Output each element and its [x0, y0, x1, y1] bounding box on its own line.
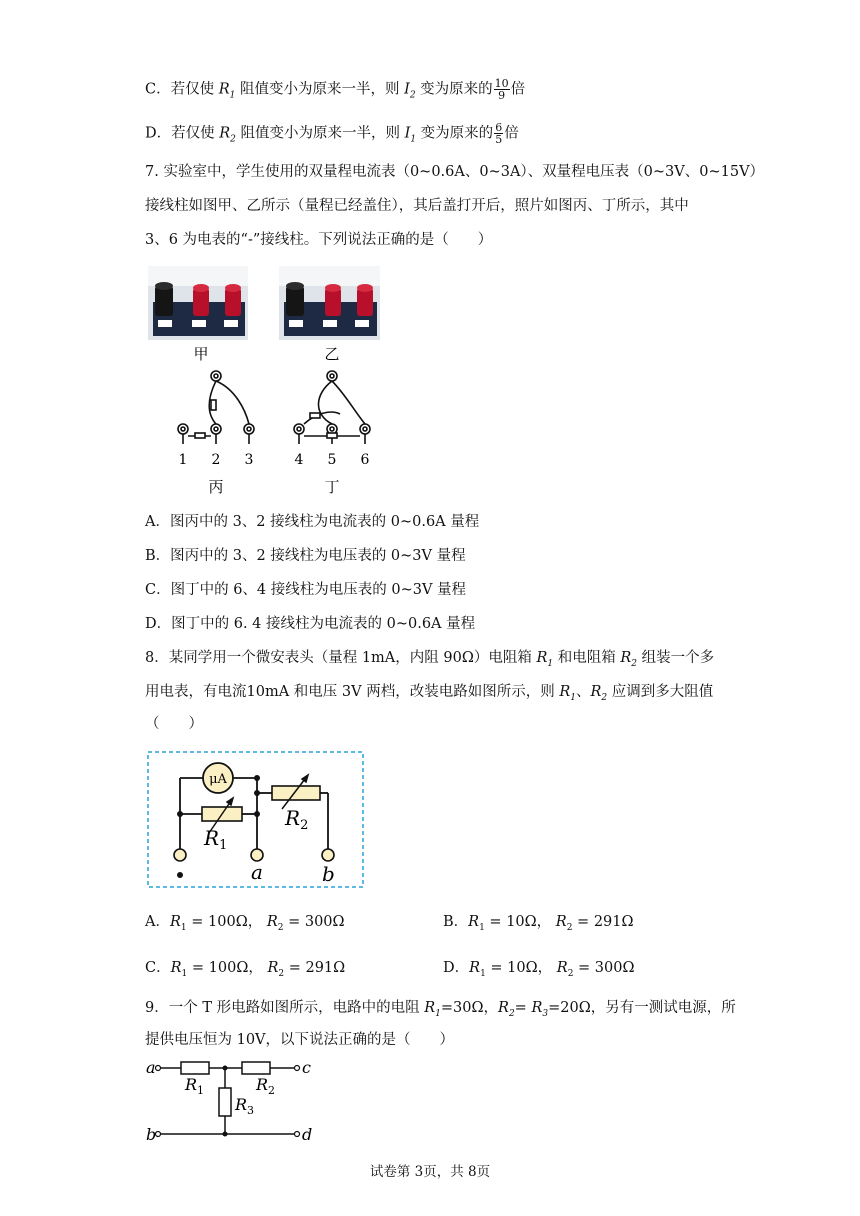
- label-bing: 丙: [208, 478, 224, 496]
- wiring-ding: [294, 371, 370, 444]
- r2-text: R: [256, 1075, 269, 1094]
- q7-stem-line2: 接线柱如图甲、乙所示（量程已经盖住），其后盖打开后，照片如图丙、丁所示，其中: [145, 198, 689, 214]
- r3-text: R: [235, 1095, 248, 1114]
- q9-stem-line2: 提供电压恒为 10V，以下说法正确的是（ ）: [145, 1032, 455, 1048]
- r1-resistor: [181, 1062, 209, 1074]
- q8-option-d: D．$R_1 = 10\Omega$， $R_2 = 300\Omega$: [443, 960, 635, 979]
- ding-terminal-4: 4: [294, 452, 304, 468]
- terminal-a-label: a: [251, 860, 263, 884]
- q8-stem-line3: （ ）: [145, 716, 203, 732]
- q9-stem-line1: 9．一个 T 形电路如图所示，电路中的电阻 $R_1=30\Omega$，$R_2= R_3=20\Omega$，另有一测试电源，所: [145, 1000, 736, 1019]
- r2-resistor: [242, 1062, 270, 1074]
- svg-text:R1: $R_1$: [185, 1075, 205, 1097]
- node-c: c: [302, 1058, 311, 1077]
- terminal-common: [174, 849, 186, 861]
- photo-yi: [279, 266, 380, 340]
- q9-t-circuit: [145, 1057, 325, 1147]
- q6-option-c: C．若仅使 $R_1$ 阻值变小为原来一半，则 $I_2$ 变为原来的 $\frac{10}{9}$ 倍: [145, 77, 526, 102]
- label-jia: 甲: [193, 345, 209, 363]
- r1-text: R: [185, 1075, 198, 1094]
- svg-text:R3: $R_3$: [235, 1095, 255, 1117]
- q8-stem-line1: 8．某同学用一个微安表头（量程 1mA，内阻 90Ω）电阻箱 $R_1$ 和电阻箱 $R_2$ 组装一个多: [145, 650, 715, 669]
- r3-resistor: [219, 1088, 231, 1116]
- q7-option-c: C．图丁中的 6、4 接线柱为电压表的 0~3V 量程: [145, 582, 467, 598]
- svg-text:R2: $R_2$: [256, 1075, 276, 1097]
- r1-label: R: [204, 826, 220, 850]
- bing-terminal-1: 1: [178, 452, 188, 468]
- q7-stem-line3: 3、6 为电表的“-”接线柱。下列说法正确的是（ ）: [145, 232, 493, 248]
- terminal-b: [322, 849, 334, 861]
- q8-option-b: B．$R_1 = 10\Omega$， $R_2 = 291\Omega$: [443, 914, 634, 933]
- label-yi: 乙: [324, 345, 340, 363]
- q8-circuit: [147, 751, 367, 891]
- label-ding: 丁: [324, 478, 340, 496]
- r2-label: R: [285, 806, 301, 830]
- ding-terminal-6: 6: [360, 452, 370, 468]
- svg-text:R2: $R_2$: [285, 806, 309, 833]
- q7-stem-line1: 7. 实验室中，学生使用的双量程电流表（0~0.6A、0~3A）、双量程电压表（0~3V、0~15V）: [145, 164, 765, 180]
- meter-label: μA: [209, 772, 227, 787]
- q7-option-a: A．图丙中的 3、2 接线柱为电流表的 0~0.6A 量程: [145, 514, 480, 530]
- node-a: a: [146, 1058, 156, 1077]
- page-footer: 试卷第 3页，共 8页: [369, 1164, 491, 1180]
- terminal-b-label: b: [322, 862, 335, 886]
- q8-option-c: C．$R_1 = 100\Omega$， $R_2 = 291\Omega$: [145, 960, 346, 979]
- q7-option-d: D．图丁中的 6. 4 接线柱为电流表的 0~0.6A 量程: [145, 616, 476, 632]
- wiring-bing: [178, 371, 254, 444]
- r2-resistor-box: [272, 786, 320, 800]
- node-d: d: [302, 1125, 313, 1144]
- q7-figure: [145, 264, 405, 509]
- bing-terminal-2: 2: [211, 452, 221, 468]
- ding-terminal-5: 5: [327, 452, 337, 468]
- q6-option-d: D．若仅使 $R_2$ 阻值变小为原来一半，则 $I_1$ 变为原来的 $\frac{6}{5}$ 倍: [145, 121, 519, 146]
- photo-jia: [148, 266, 248, 340]
- node-b: b: [146, 1125, 157, 1144]
- bing-terminal-3: 3: [244, 452, 254, 468]
- q7-option-b: B．图丙中的 3、2 接线柱为电压表的 0~3V 量程: [145, 548, 466, 564]
- q8-stem-line2: 用电表，有电流10mA 和电压 3V 两档，改装电路如图所示，则 $R_1$、$R_2$ 应调到多大阻值: [145, 684, 714, 703]
- q8-option-a: A．$R_1 = 100\Omega$， $R_2 = 300\Omega$: [145, 914, 345, 933]
- svg-text:R1: $R_1$: [204, 826, 228, 853]
